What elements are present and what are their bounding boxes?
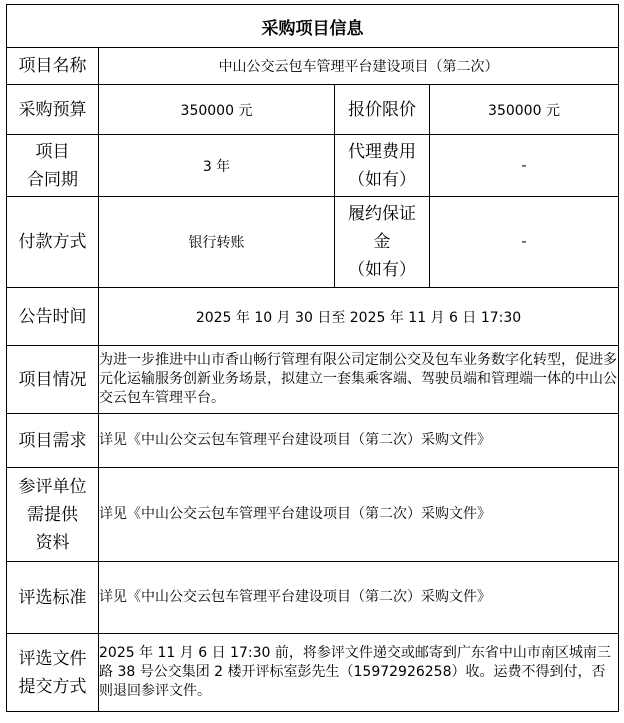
project-situation-value: 为进一步推进中山市香山畅行管理有限公司定制公交及包车业务数字化转型，促进多元化运输服务创新业务场景，拟建立一套集乘客端、驾驶员端和管理端一体的中山公交云包车管理平台。 — [99, 346, 619, 414]
project-requirement-value: 详见《中山公交云包车管理平台建设项目（第二次）采购文件》 — [99, 414, 619, 468]
procurement-info-table — [6, 4, 619, 712]
budget-label: 采购预算 — [7, 85, 99, 135]
agency-fee-label-line2: （如有） — [348, 169, 416, 190]
price-limit-value: 350000 元 — [430, 85, 619, 135]
table-title: 采购项目信息 — [7, 5, 619, 48]
announce-time-value: 2025 年 10 月 30 日至 2025 年 11 月 6 日 17:30 — [99, 288, 619, 346]
contract-period-label-line1: 项目 — [35, 141, 70, 162]
agency-fee-label — [335, 135, 430, 197]
submission-method-value: 2025 年 11 月 6 日 17:30 前，将参评文件递交或邮寄到广东省中山市南区城南三路 38 号公交集团 2 楼开评标室彭先生（15972926258）收。运费不得到付，否则退回参评文件。 — [99, 634, 619, 712]
price-limit-label: 报价限价 — [335, 85, 430, 135]
project-name-label: 项目名称 — [7, 48, 99, 85]
deposit-label-line3: （如有） — [348, 260, 416, 280]
deposit-label — [335, 197, 430, 288]
agency-fee-value: - — [430, 135, 619, 197]
deposit-label-line2: 金 — [373, 232, 391, 252]
budget-value: 350000 元 — [99, 85, 335, 135]
required-materials-label — [7, 468, 99, 562]
agency-fee-label-line1: 代理费用 — [348, 141, 416, 162]
evaluation-criteria-value: 详见《中山公交云包车管理平台建设项目（第二次）采购文件》 — [99, 562, 619, 634]
submission-method-label-line1: 评选文件 — [18, 648, 87, 669]
announce-time-label: 公告时间 — [7, 288, 99, 346]
project-name-value: 中山公交云包车管理平台建设项目（第二次） — [99, 48, 619, 85]
evaluation-criteria-label: 评选标准 — [7, 562, 99, 634]
payment-method-label: 付款方式 — [7, 197, 99, 288]
project-situation-label: 项目情况 — [7, 346, 99, 414]
submission-method-label — [7, 634, 99, 712]
required-materials-label-line1: 参评单位 — [18, 476, 87, 497]
deposit-label-line1: 履约保证 — [348, 204, 416, 224]
project-requirement-label: 项目需求 — [7, 414, 99, 468]
payment-method-value: 银行转账 — [99, 197, 335, 288]
contract-period-label — [7, 135, 99, 197]
required-materials-label-line3: 资料 — [35, 532, 70, 553]
submission-method-label-line2: 提交方式 — [18, 676, 87, 697]
contract-period-value: 3 年 — [99, 135, 335, 197]
required-materials-value: 详见《中山公交云包车管理平台建设项目（第二次）采购文件》 — [99, 468, 619, 562]
contract-period-label-line2: 合同期 — [27, 169, 78, 190]
required-materials-label-line2: 需提供 — [27, 504, 78, 525]
deposit-value: - — [430, 197, 619, 288]
